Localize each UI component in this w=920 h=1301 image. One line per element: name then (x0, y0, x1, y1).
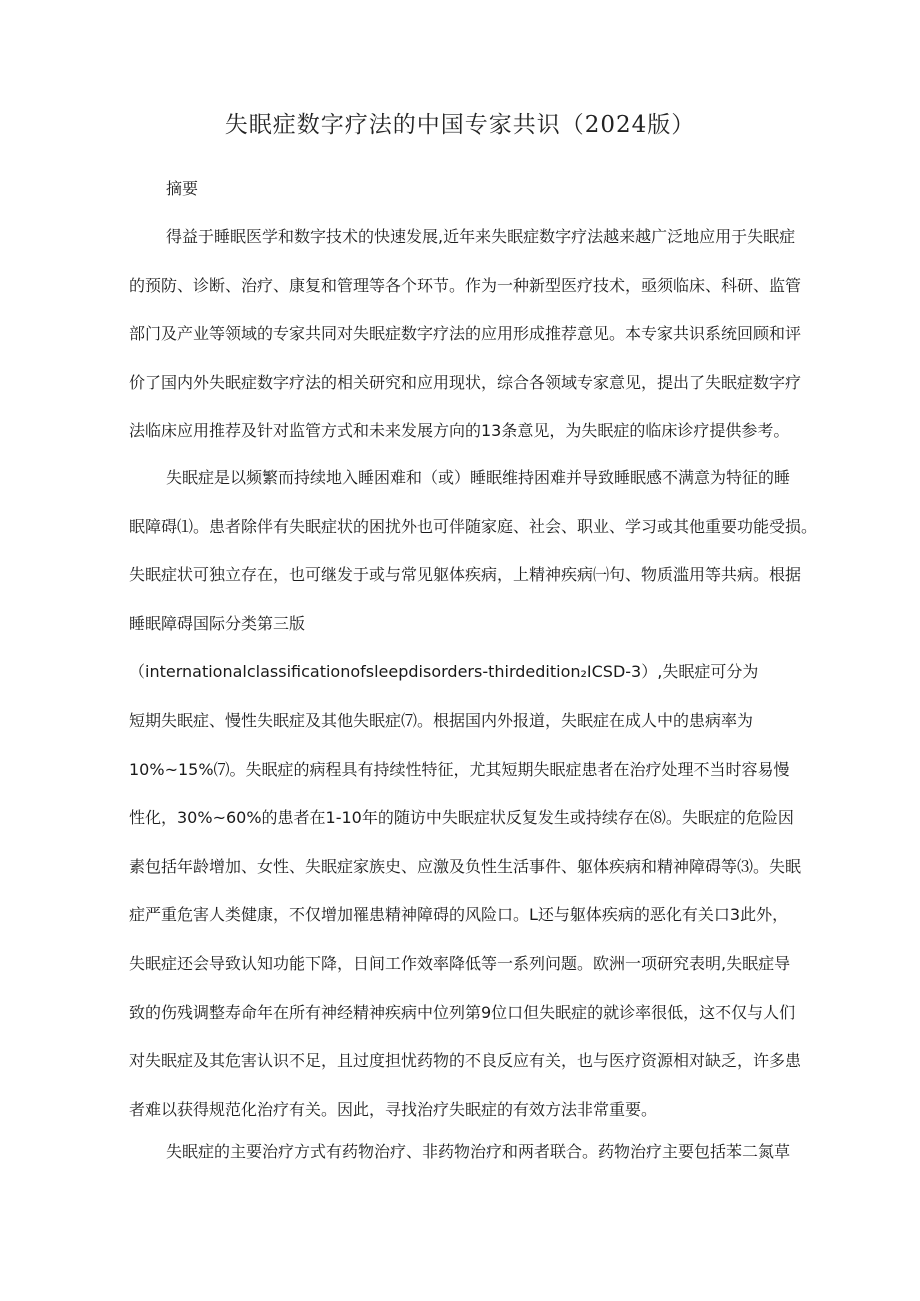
abstract-paragraph (129, 213, 840, 456)
text-line: 部门及产业等领域的专家共同对失眠症数字疗法的应用形成推荐意见。本专家共识系统回顾和评 (129, 324, 802, 344)
text-line: 对失眠症及其危害认识不足，且过度担忧药物的不良反应有关，也与医疗资源相对缺乏，许多患 (129, 1051, 802, 1071)
text-line: 10%~15%⑺。失眠症的病程具有持续性特征，尤其短期失眠症患者在治疗处理不当时容易慢 (129, 759, 790, 779)
text-line: 价了国内外失眠症数字疗法的相关研究和应用现状，综合各领域专家意见，提出了失眠症数字疗 (129, 372, 802, 392)
abstract-heading: 摘要 (166, 179, 199, 198)
text-line: 失眠症还会导致认知功能下降，日间工作效率降低等一系列问题。欧洲一项研究表明,失眠症导 (129, 953, 791, 973)
text-line: 的预防、诊断、治疗、康复和管理等各个环节。作为一种新型医疗技术，亟须临床、科研、监管 (129, 275, 802, 295)
text-line: 得益于睡眠医学和数字技术的快速发展,近年来失眠症数字疗法越来越广泛地应用于失眠症 (166, 227, 796, 246)
text-line: （internationalclassificationofsleepdisorders-thirdedition₂ICSD-3）,失眠症可分为 (129, 662, 759, 682)
text-line: 失眠症状可独立存在，也可继发于或与常见躯体疾病，上精神疾病㈠句、物质滥用等共病。根据 (129, 565, 802, 585)
body-paragraph-insomnia-definition (129, 454, 840, 1134)
text-line: 失眠症是以频繁而持续地入睡困难和（或）睡眠维持困难并导致睡眠感不满意为特征的睡 (166, 468, 791, 487)
text-line: 致的伤残调整寿命年在所有神经精神疾病中位列第9位口但失眠症的就诊率很低，这不仅与人们 (129, 1002, 796, 1022)
text-line: 眠障碍⑴。患者除伴有失眠症状的困扰外也可伴随家庭、社会、职业、学习或其他重要功能受损。 (129, 516, 818, 536)
document-title: 失眠症数字疗法的中国专家共识（2024版） (224, 112, 696, 138)
text-line: 失眠症的主要治疗方式有药物治疗、非药物治疗和两者联合。药物治疗主要包括苯二氮草 (166, 1142, 791, 1161)
text-line: 素包括年龄增加、女性、失眠症家族史、应激及负性生活事件、躯体疾病和精神障碍等⑶。失眠 (129, 856, 802, 876)
text-line: 睡眠障碍国际分类第三版 (129, 613, 306, 633)
text-line: 者难以获得规范化治疗有关。因此，寻找治疗失眠症的有效方法非常重要。 (129, 1099, 658, 1119)
text-line: 症严重危害人类健康，不仅增加罹患精神障碍的风险口。L还与躯体疾病的恶化有关口3此外， (129, 905, 789, 925)
text-line: 法临床应用推荐及针对监管方式和未来发展方向的13条意见，为失眠症的临床诊疗提供参考。 (129, 421, 790, 441)
text-line: 短期失眠症、慢性失眠症及其他失眠症⑺。根据国内外报道，失眠症在成人中的患病率为 (129, 710, 754, 730)
body-paragraph-treatment (129, 1128, 840, 1177)
text-line: 性化，30%~60%的患者在1-10年的随访中失眠症状反复发生或持续存在⑻。失眠症的危险因 (129, 808, 794, 828)
